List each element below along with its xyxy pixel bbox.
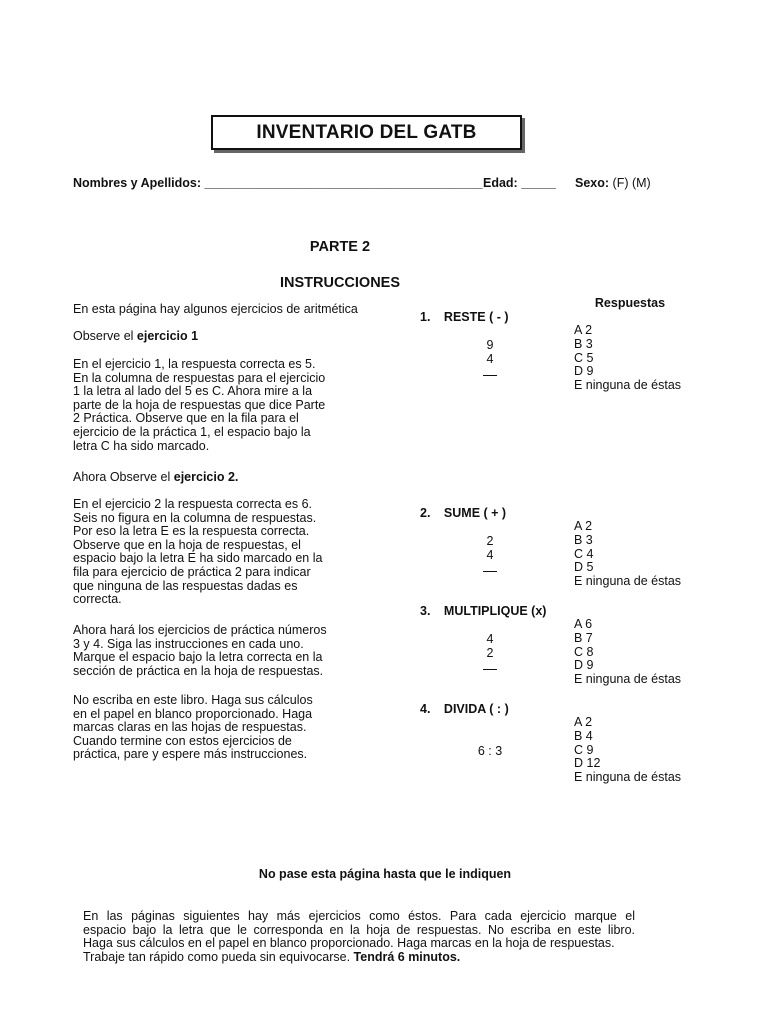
answer-option: C 9 [574,742,594,757]
sex-field: Sexo: (F) (M) [575,176,651,190]
answer-option: A 6 [574,617,593,631]
answer-option: B 3 [574,336,593,351]
answer-option: C 8 [574,644,594,659]
answer-option: E ninguna de éstas [574,770,682,785]
answer-option: C 5 [574,350,594,365]
answer-option: A 2 [574,323,593,337]
exercise-1-options [574,324,681,393]
exercise-4-expression: 6 : 3 [477,744,503,758]
exercise-3-result-line [470,662,510,676]
practice-instructions: Ahora hará los ejercicios de práctica números 3 y 4. Siga las instrucciones en cada uno. Marque el espacio bajo la letra correcta en la sección de práctica en la hoja de respuestas. [73,623,327,678]
no-write-instructions: No escriba en este libro. Haga sus cálculos en el papel en blanco proporcionado. Haga marcas claras en las hojas de respuestas. Cuando termine con estos ejercicios de práctica, pare y espere más instrucciones. [73,693,313,762]
answer-option: A 2 [574,715,593,729]
answer-option: D 9 [574,364,594,379]
exercise-1-heading: 1. RESTE ( - ) [420,310,509,324]
timing-instructions: En las páginas siguientes hay más ejercicios como éstos. Para cada ejercicio marque el espacio bajo la letra que le corresponda en la hoja de respuestas. No escriba en este libro. Haga sus cálculos en el papel en blanco proporcionado. Haga marcas en la hoja de respuestas. Trabaje tan rápido como pueda sin equivocarse. Tendrá 6 minutos. [83,909,635,964]
answer-option: B 3 [574,532,593,547]
exercise-2-heading: 2. SUME ( + ) [420,506,507,520]
exercise-3-operand: 4 [486,632,494,646]
answer-option: B 4 [574,728,593,743]
answer-option: D 12 [574,756,601,771]
exercise-4-options [574,716,681,785]
time-limit: Tendrá 6 minutos. [353,949,461,964]
sex-options: (F) (M) [612,176,651,190]
exercise-2-operand: 2 [486,534,494,548]
age-blank: _____ [521,176,556,190]
exercise-3-operand: 2 [486,646,494,660]
exercise-1-operand: 4 [486,352,494,366]
answer-option: E ninguna de éstas [574,378,682,393]
name-blank: ________________________________________ [204,176,483,190]
answer-option: D 5 [574,560,594,575]
instructions-heading: INSTRUCCIONES [279,275,401,291]
name-field-label: Nombres y Apellidos: ________________________________________ [73,176,483,190]
age-field: Edad: _____ [483,176,556,190]
answer-option: D 9 [574,658,594,673]
answer-option: C 4 [574,546,594,561]
stop-warning: No pase esta página hasta que le indiquen [258,867,512,881]
answer-option: E ninguna de éstas [574,672,682,687]
observe-ex1: Observe el ejercicio 1 [73,329,199,343]
part-heading: PARTE 2 [309,239,371,255]
answer-option: B 7 [574,630,593,645]
exercise-2-result-line [470,564,510,578]
answers-heading: Respuestas [594,296,666,310]
exercise-2-options [574,520,681,589]
observe-ex2: Ahora Observe el ejercicio 2. [73,470,239,484]
page-title: INVENTARIO DEL GATB [211,115,522,150]
exercise-2-operand: 4 [486,548,494,562]
exercise-4-heading: 4. DIVIDA ( : ) [420,702,509,716]
answer-option: E ninguna de éstas [574,574,682,589]
answer-option: A 2 [574,519,593,533]
intro-paragraph: En esta página hay algunos ejercicios de aritmética [73,302,358,316]
exercise1-explanation: En el ejercicio 1, la respuesta correcta es 5. En la columna de respuestas para el ejercicio 1 la letra al lado del 5 es C. Ahora mire a la parte de la hoja de respuestas que dice Parte 2 Práctica. Observe que en la fila para el ejercicio de la práctica 1, el espacio bajo la letra C ha sido marcado. [73,357,326,453]
exercise-1-result-line [470,368,510,382]
exercise2-explanation: En el ejercicio 2 la respuesta correcta es 6. Seis no figura en la columna de respuestas. Por eso la letra E es la respuesta correcta. Observe que en la hoja de respuestas, el espacio bajo la letra E ha sido marcado en la fila para ejercicio de práctica 2 para indicar que ninguna de las respuestas dadas es correcta. [73,497,323,607]
exercise-1-operand: 9 [486,338,494,352]
exercise-3-heading: 3. MULTIPLIQUE (x) [420,604,547,618]
exercise-3-options [574,618,681,687]
